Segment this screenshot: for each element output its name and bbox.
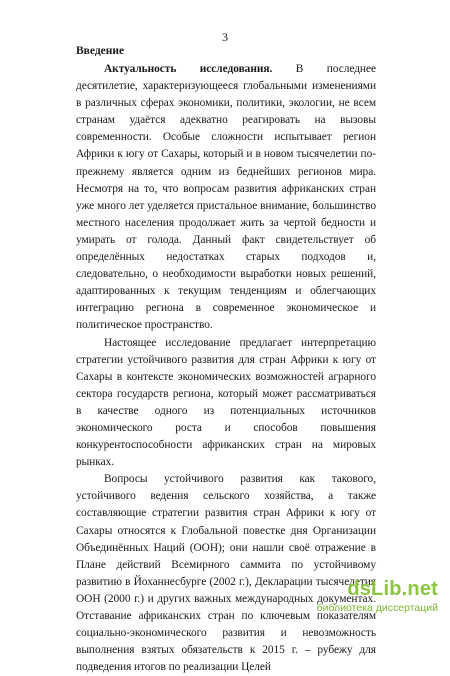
page-number: 3 <box>222 30 228 44</box>
paragraph-sustainable-development <box>76 471 376 676</box>
paragraph-relevance <box>76 61 376 335</box>
paragraph-research <box>76 335 376 472</box>
watermark-logo: dsLib.net <box>347 578 438 600</box>
paragraph-lead: Актуальность исследования. <box>104 63 273 75</box>
paragraph-text: Настоящее исследование предлагает интерпретацию стратегии устойчивого развития для стран Африки к югу от Сахары в контексте экономических возможностей аграрного сектора государств региона, который может рассматриваться в качестве одного из потенциальных источников экономического роста и способов повышения конкурентоспособности африканских стран на мировых рынках. <box>76 336 376 469</box>
dslib-watermark <box>300 578 450 619</box>
paragraph-text: В последнее десятилетие, характеризующееся глобальными изменениями в различных сферах экономики, политики, экологии, не всем странам удаётся адекватно реагировать на вызовы современности. Особые сложности испытывает регион Африки к югу от Сахары, который и в новом тысячелетии по-прежнему является одним из беднейших регионов мира. Несмотря на то, что вопросам развития африканских стран уже много лет уделяется пристальное внимание, большинство местного населения продолжает жить за чертой бедности и умирать от голода. Данный факт свидетельствует об определённых недостатках старых подходов и, следовательно, о необходимости выработки новых решений, адаптированных к текущим тенденциям и облегчающих интеграцию региона в современное экономическое и политическое пространство. <box>76 63 376 332</box>
paragraph-text: Вопросы устойчивого развития как такового, устойчивого ведения сельского хозяйства, а также составляющие стратегии развития стран Африки к югу от Сахары относятся к Глобальной повестке дня Организации Объединённых Наций (ООН); они нашли своё отражение в Плане действий Всемирного саммита по устойчивому развитию в Йоханнесбурге (2002 г.), Декларации тысячелетия ООН (2000 г.) и других важных международных документах. Отставание африканских стран по ключевым показателям социально-экономического развития и невозможность выполнения взятых обязательств к 2015 г. – рубежу для подведения итогов по реализации Целей <box>76 473 376 674</box>
watermark-caption: библиотека диссертаций <box>316 602 438 614</box>
section-heading: Введение <box>76 45 125 57</box>
